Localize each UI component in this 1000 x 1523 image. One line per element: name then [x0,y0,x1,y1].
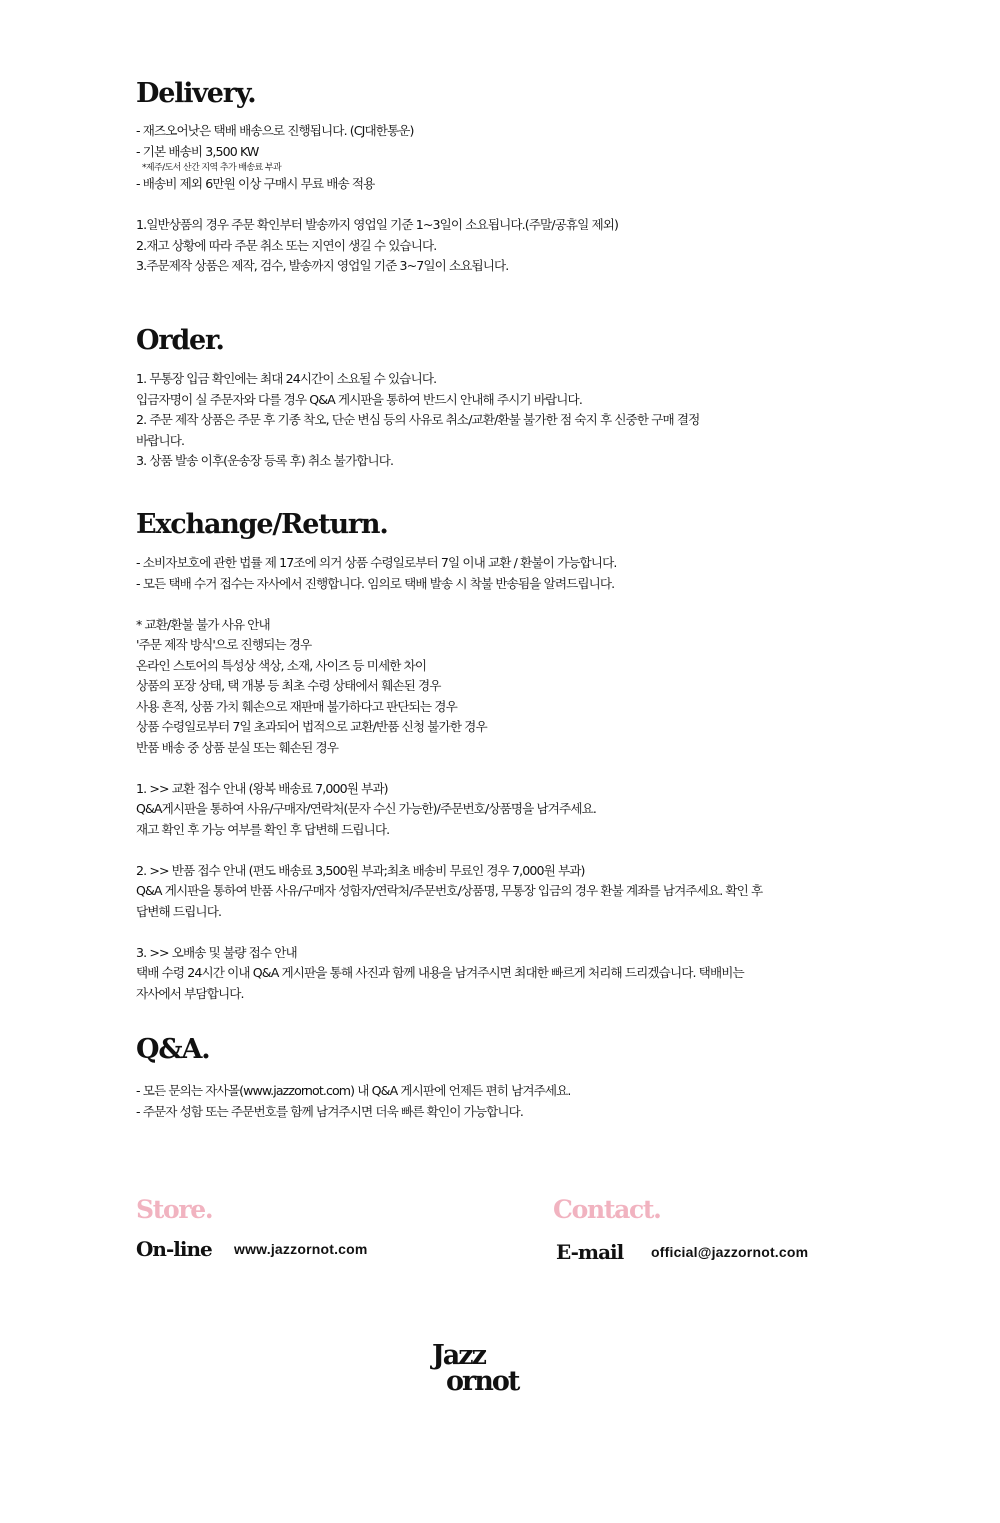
delivery-line: 2.재고 상황에 따라 주문 취소 또는 지연이 생길 수 있습니다. [136,237,437,253]
qa-title: Q&A. [136,1034,210,1065]
contact-heading: Contact. [553,1195,661,1224]
delivery-line: - 기본 배송비 3,500 KW [136,143,259,159]
exchange-line: 온라인 스토어의 특성상 색상, 소재, 사이즈 등 미세한 차이 [136,657,427,673]
delivery-content [136,121,876,277]
delivery-line: 1.일반상품의 경우 주문 확인부터 발송까지 영업일 기준 1~3일이 소요됩니다.(주말/공휴일 제외) [136,217,619,232]
logo-line1: Jazz [432,1340,485,1371]
order-line: 2. 주문 제작 상품은 주문 후 기종 착오, 단순 변심 등의 사유로 취소/교환/환불 불가한 점 숙지 후 신중한 구매 결정 [136,412,700,427]
spacer [136,195,876,216]
qa-line: - 주문자 성함 또는 주문번호를 함께 남겨주시면 더욱 빠른 확인이 가능합니다. [136,1103,524,1119]
exchange-line: 답변해 드립니다. [136,903,222,919]
exchange-line: 2. >> 반품 접수 안내 (편도 배송료 3,500원 부과;최초 배송비 무료인 경우 7,000원 부과) [136,862,585,878]
spacer [136,922,876,943]
exchange-line: 3. >> 오배송 및 불량 접수 안내 [136,944,297,960]
delivery-note: *제주/도서 산간 지역 추가 배송료 부과 [142,163,282,173]
delivery-line: - 배송비 제외 6만원 이상 구매시 무료 배송 적용 [136,176,375,191]
spacer [136,594,876,615]
delivery-title: Delivery. [136,78,256,109]
order-line: 바랍니다. [136,432,185,448]
jazzornot-logo [428,1342,548,1402]
exchange-content [136,553,876,1004]
exchange-line: '주문 제작 방식'으로 진행되는 경우 [136,637,312,652]
store-heading: Store. [136,1195,213,1224]
qa-line: - 모든 문의는 자사몰(www.jazzornot.com) 내 Q&A 게시판에 언제든 편히 남겨주세요. [136,1083,571,1098]
delivery-line: 3.주문제작 상품은 제작, 검수, 발송까지 영업일 기준 3~7일이 소요됩니다. [136,258,509,273]
exchange-line: - 모든 택배 수거 접수는 자사에서 진행합니다. 임의로 택배 발송 시 착불 반송됨을 알려드립니다. [136,575,615,591]
exchange-line: Q&A게시판을 통하여 사유/구매자/연락처(문자 수신 가능한)/주문번호/상품명을 남겨주세요. [136,801,596,816]
store-label: On-line [136,1237,212,1261]
exchange-line: 상품 수령일로부터 7일 초과되어 법적으로 교환/반품 신청 불가한 경우 [136,719,487,734]
exchange-line: 사용 흔적, 상품 가치 훼손으로 재판매 불가하다고 판단되는 경우 [136,698,457,714]
order-line: 입금자명이 실 주문자와 다를 경우 Q&A 게시판을 통하여 반드시 안내해 주시기 바랍니다. [136,391,582,407]
qa-content [136,1081,876,1122]
exchange-line: 반품 배송 중 상품 분실 또는 훼손된 경우 [136,739,338,755]
exchange-line: 상품의 포장 상태, 택 개봉 등 최초 수령 상태에서 훼손된 경우 [136,678,441,693]
logo-line2: ornot [446,1366,519,1397]
email-label: E-mail [556,1240,624,1264]
spacer [136,758,876,779]
exchange-line: 자사에서 부담합니다. [136,985,244,1001]
exchange-line: * 교환/환불 불가 사유 안내 [136,616,270,632]
email-link[interactable]: official@jazzornot.com [651,1244,809,1260]
delivery-line: - 재즈오어낫은 택배 배송으로 진행됩니다. (CJ대한통운) [136,123,414,138]
exchange-line: 1. >> 교환 접수 안내 (왕복 배송료 7,000원 부과) [136,780,388,796]
order-line: 3. 상품 발송 이후(운송장 등록 후) 취소 불가합니다. [136,453,394,468]
spacer [136,840,876,861]
order-line: 1. 무통장 입금 확인에는 최대 24시간이 소요될 수 있습니다. [136,371,437,386]
exchange-line: - 소비자보호에 관한 법률 제 17조에 의거 상품 수령일로부터 7일 이내 교환 / 환불이 가능합니다. [136,555,617,570]
store-url-link[interactable]: www.jazzornot.com [234,1241,368,1257]
exchange-line: Q&A 게시판을 통하여 반품 사유/구매자 성함자/연락처/주문번호/상품명, 무통장 입금의 경우 환불 계좌를 남겨주세요. 확인 후 [136,883,763,898]
exchange-line: 택배 수령 24시간 이내 Q&A 게시판을 통해 사진과 함께 내용을 남겨주시면 최대한 빠르게 처리해 드리겠습니다. 택배비는 [136,965,744,980]
exchange-title: Exchange/Return. [136,509,388,540]
exchange-line: 재고 확인 후 가능 여부를 확인 후 답변해 드립니다. [136,821,390,837]
order-content [136,369,876,472]
order-title: Order. [136,325,224,356]
